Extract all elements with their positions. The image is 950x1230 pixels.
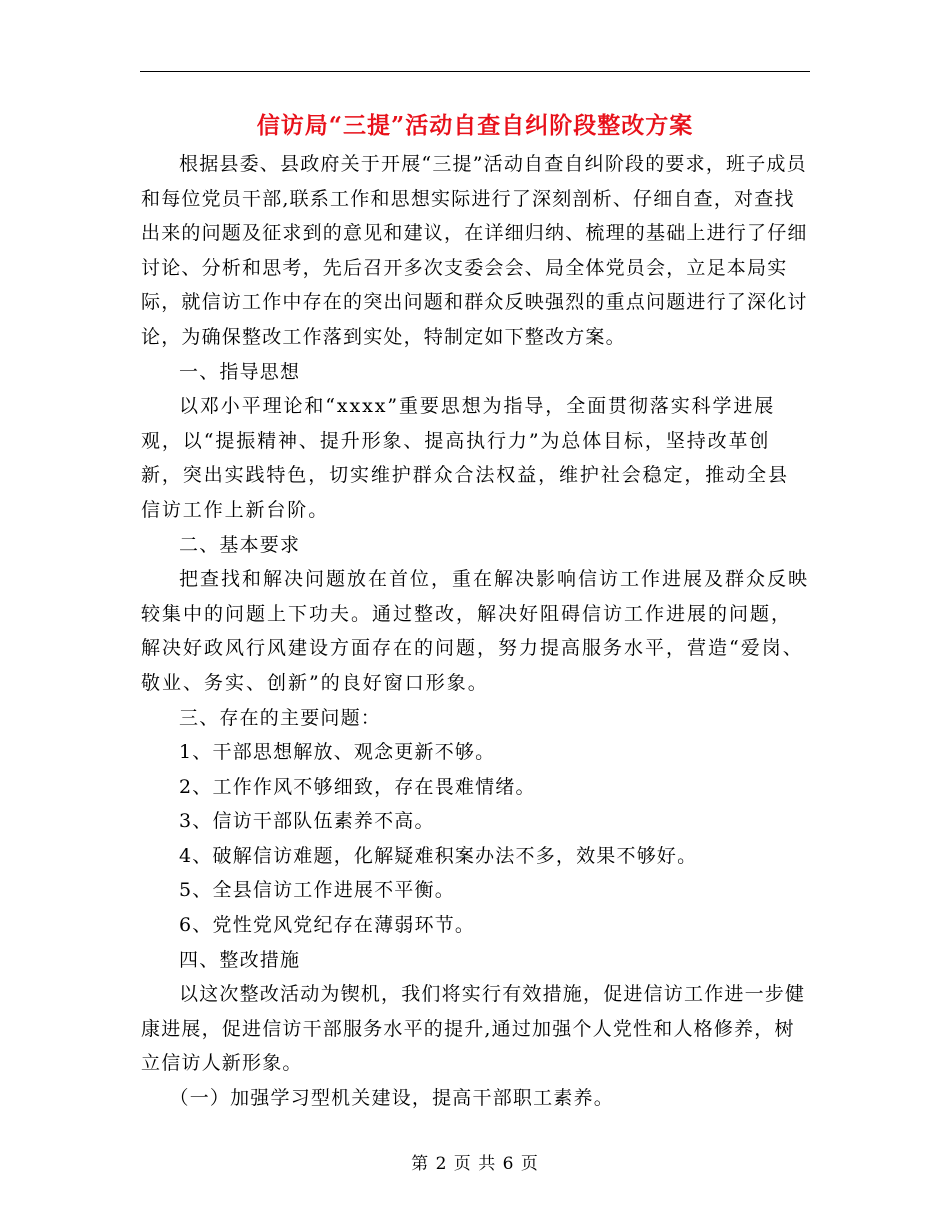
- section-heading-main-problems: 三、存在的主要问题：: [179, 706, 382, 729]
- problem-item: 2、工作作风不够细致，存在畏难情绪。: [179, 775, 536, 798]
- problem-item: 4、破解信访难题，化解疑难积案办法不多，效果不够好。: [179, 844, 698, 867]
- page-footer: 第 2 页 共 6 页: [411, 1154, 539, 1174]
- problem-item: 1、干部思想解放、观念更新不够。: [179, 741, 496, 764]
- problem-item: 6、党性党风党纪存在薄弱环节。: [179, 914, 476, 937]
- document-body: [141, 147, 809, 1116]
- rectification-paragraph: 以这次整改活动为锲机，我们将实行有效措施，促进信访工作进一步健康进展，促进信访干部服务水平的提升,通过加强个人党性和人格修养，树立信访人新形象。: [141, 983, 806, 1075]
- guiding-ideology-paragraph: 以邓小平理论和“xxxx”重要思想为指导，全面贯彻落实科学进展观，以“提振精神、提升形象、提高执行力”为总体目标，坚持改革创新，突出实践特色，切实维护群众合法权益，维护社会稳定，推动全县信访工作上新台阶。: [141, 395, 789, 521]
- section-heading-guiding-ideology: 一、指导思想: [179, 360, 301, 383]
- section-heading-basic-requirements: 二、基本要求: [179, 533, 301, 556]
- document-title: 信访局“三提”活动自查自纠阶段整改方案: [256, 112, 694, 139]
- problem-item: 3、信访干部队伍素养不高。: [179, 810, 435, 833]
- section-heading-rectification-measures: 四、整改措施: [179, 948, 301, 971]
- subsection-heading: （一）加强学习型机关建设，提高干部职工素养。: [169, 1087, 614, 1110]
- header-rule: [140, 71, 810, 72]
- intro-paragraph: 根据县委、县政府关于开展“三提”活动自查自纠阶段的要求，班子成员和每位党员干部,联系工作和思想实际进行了深刻剖析、仔细自查，对查找出来的问题及征求到的意见和建议，在详细归纳、梳理的基础上进行了仔细讨论、分析和思考，先后召开多次支委会会、局全体党员会，立足本局实际，就信访工作中存在的突出问题和群众反映强烈的重点问题进行了深化讨论，为确保整改工作落到实处，特制定如下整改方案。: [141, 153, 808, 348]
- basic-requirements-paragraph: 把查找和解决问题放在首位，重在解决影响信访工作进展及群众反映较集中的问题上下功夫。通过整改，解决好阻碍信访工作进展的问题，解决好政风行风建设方面存在的问题，努力提高服务水平，营造“爱岗、敬业、务实、创新”的良好窗口形象。: [141, 568, 810, 694]
- problem-item: 5、全县信访工作进展不平衡。: [179, 879, 455, 902]
